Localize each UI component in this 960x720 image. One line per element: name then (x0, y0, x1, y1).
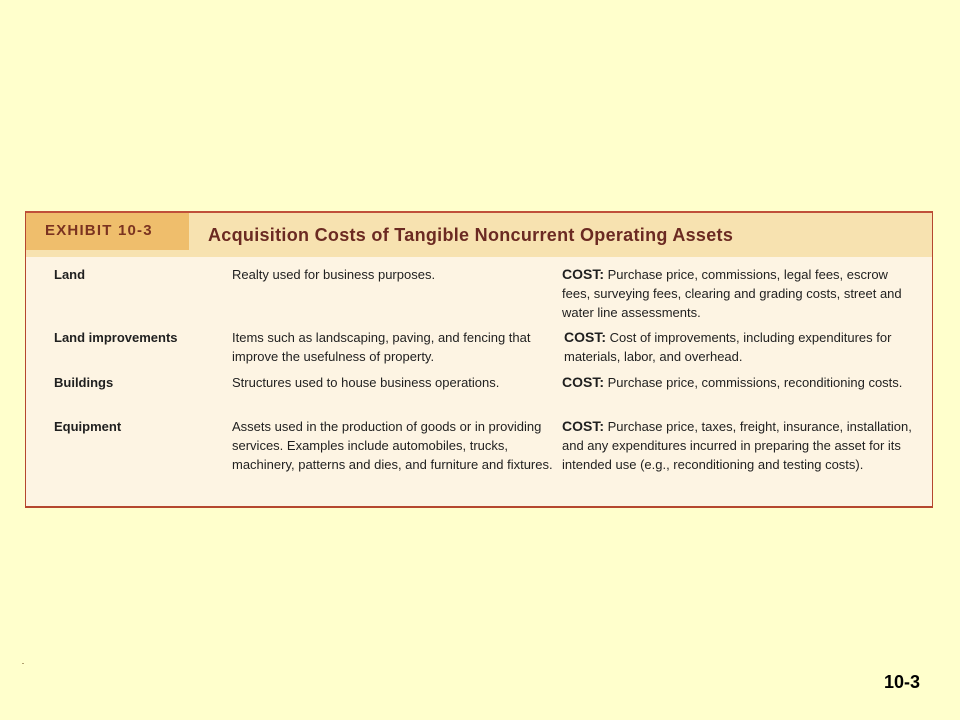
asset-description: Structures used to house business operations. (232, 375, 500, 390)
asset-description: Items such as landscaping, paving, and fencing that improve the usefulness of property. (232, 330, 531, 364)
exhibit-header (26, 213, 932, 257)
cost-text: Purchase price, commissions, reconditioning costs. (604, 375, 903, 390)
exhibit-table (25, 211, 933, 508)
row-land-improvements (26, 328, 932, 373)
cost-label: COST: (562, 374, 604, 390)
asset-cost (562, 265, 912, 328)
row-equipment (26, 417, 932, 497)
cost-text: Purchase price, commissions, legal fees, escrow fees, surveying fees, clearing and grading costs, street and water line assessments. (562, 267, 902, 320)
asset-cost (562, 373, 912, 417)
exhibit-rows (26, 265, 932, 497)
asset-description: Assets used in the production of goods or in providing services. Examples include automobiles, trucks, machinery, patterns and dies, and furniture and fixtures. (232, 419, 553, 472)
row-buildings (26, 373, 932, 417)
exhibit-tag: EXHIBIT 10-3 (26, 213, 189, 250)
asset-name: Land (54, 267, 86, 282)
asset-name: Buildings (54, 375, 114, 390)
cost-label: COST: (562, 418, 604, 434)
exhibit-title: Acquisition Costs of Tangible Noncurrent Operating Assets (208, 225, 734, 245)
row-land (26, 265, 932, 328)
cost-text: Cost of improvements, including expenditures for materials, labor, and overhead. (564, 330, 892, 364)
cost-label: COST: (564, 329, 606, 345)
asset-cost (564, 328, 914, 373)
asset-name: Land improvements (54, 330, 178, 345)
decorative-mark (22, 663, 24, 664)
asset-description: Realty used for business purposes. (232, 267, 436, 282)
cost-text: Purchase price, taxes, freight, insurance, installation, and any expenditures incurred in preparing the asset for its intended use (e.g., reconditioning and testing costs). (562, 419, 912, 472)
asset-cost (562, 417, 912, 497)
page-number: 10-3 (883, 672, 920, 692)
asset-name: Equipment (54, 419, 122, 434)
cost-label: COST: (562, 266, 604, 282)
